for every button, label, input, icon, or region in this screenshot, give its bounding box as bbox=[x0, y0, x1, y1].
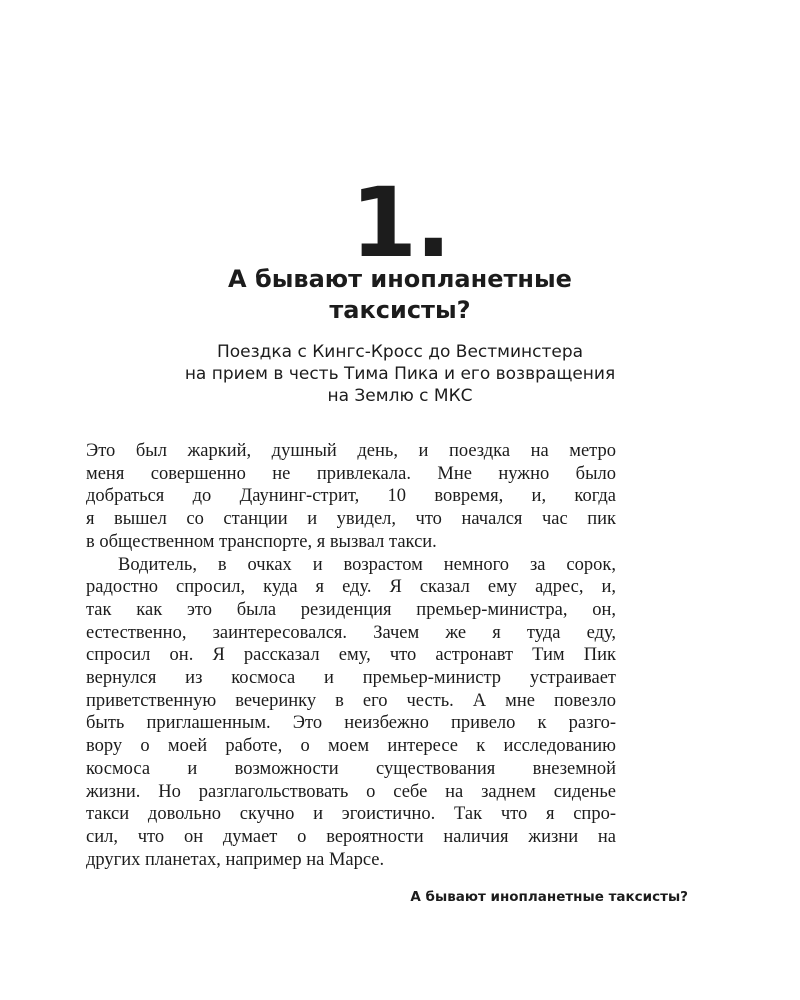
body-line: приветственную вечеринку в его честь. А мне повезло bbox=[86, 690, 616, 711]
body-line: в общественном транспорте, я вызвал такси. bbox=[86, 531, 437, 552]
body-line: радостно спросил, куда я еду. Я сказал ему адрес, и, bbox=[86, 577, 616, 598]
chapter-number: 1. bbox=[350, 167, 450, 279]
body-line: вернулся из космоса и премьер-министр устраивает bbox=[86, 668, 616, 689]
body-line: я вышел со станции и увидел, что начался час пик bbox=[86, 509, 616, 530]
body-line: других планетах, например на Марсе. bbox=[86, 849, 385, 870]
body-line: естественно, заинтересовался. Зачем же я туда еду, bbox=[86, 622, 616, 643]
body-line: Это был жаркий, душный день, и поездка на метро bbox=[86, 441, 616, 461]
body-line: сил, что он думает о вероятности наличия жизни на bbox=[86, 826, 616, 847]
body-line: спросил он. Я рассказал ему, что астронавт Тим Пик bbox=[86, 645, 616, 666]
chapter-title bbox=[0, 264, 800, 326]
body-line: добраться до Даунинг-стрит, 10 вовремя, и, когда bbox=[86, 486, 616, 507]
chapter-title-line: таксисты? bbox=[329, 296, 471, 324]
body-line: такси довольно скучно и эгоистично. Так что я спро- bbox=[86, 804, 616, 825]
subtitle-line: на прием в честь Тима Пика и его возвращения bbox=[184, 364, 616, 384]
subtitle-line: на Землю с МКС bbox=[327, 386, 473, 406]
chapter-subtitle bbox=[0, 341, 800, 407]
body-line: жизни. Но разглагольствовать о себе на заднем сиденье bbox=[86, 781, 616, 802]
body-line: быть приглашенным. Это неизбежно привело к разго- bbox=[86, 713, 616, 734]
body-line: вору о моей работе, о моем интересе к исследованию bbox=[86, 736, 616, 757]
body-line: меня совершенно не привлекала. Мне нужно было bbox=[86, 463, 616, 484]
chapter-title-line: А бывают инопланетные bbox=[228, 265, 572, 293]
subtitle-line: Поездка с Кингс-Кросс до Вестминстера bbox=[216, 342, 584, 362]
body-line: Водитель, в очках и возрастом немного за сорок, bbox=[118, 554, 616, 575]
body-line: космоса и возможности существования внеземной bbox=[86, 758, 616, 779]
body-line: так как это была резиденция премьер-министра, он, bbox=[86, 599, 616, 620]
running-footer-title: А бывают инопланетные таксисты? bbox=[410, 889, 688, 905]
body-text bbox=[86, 440, 616, 871]
